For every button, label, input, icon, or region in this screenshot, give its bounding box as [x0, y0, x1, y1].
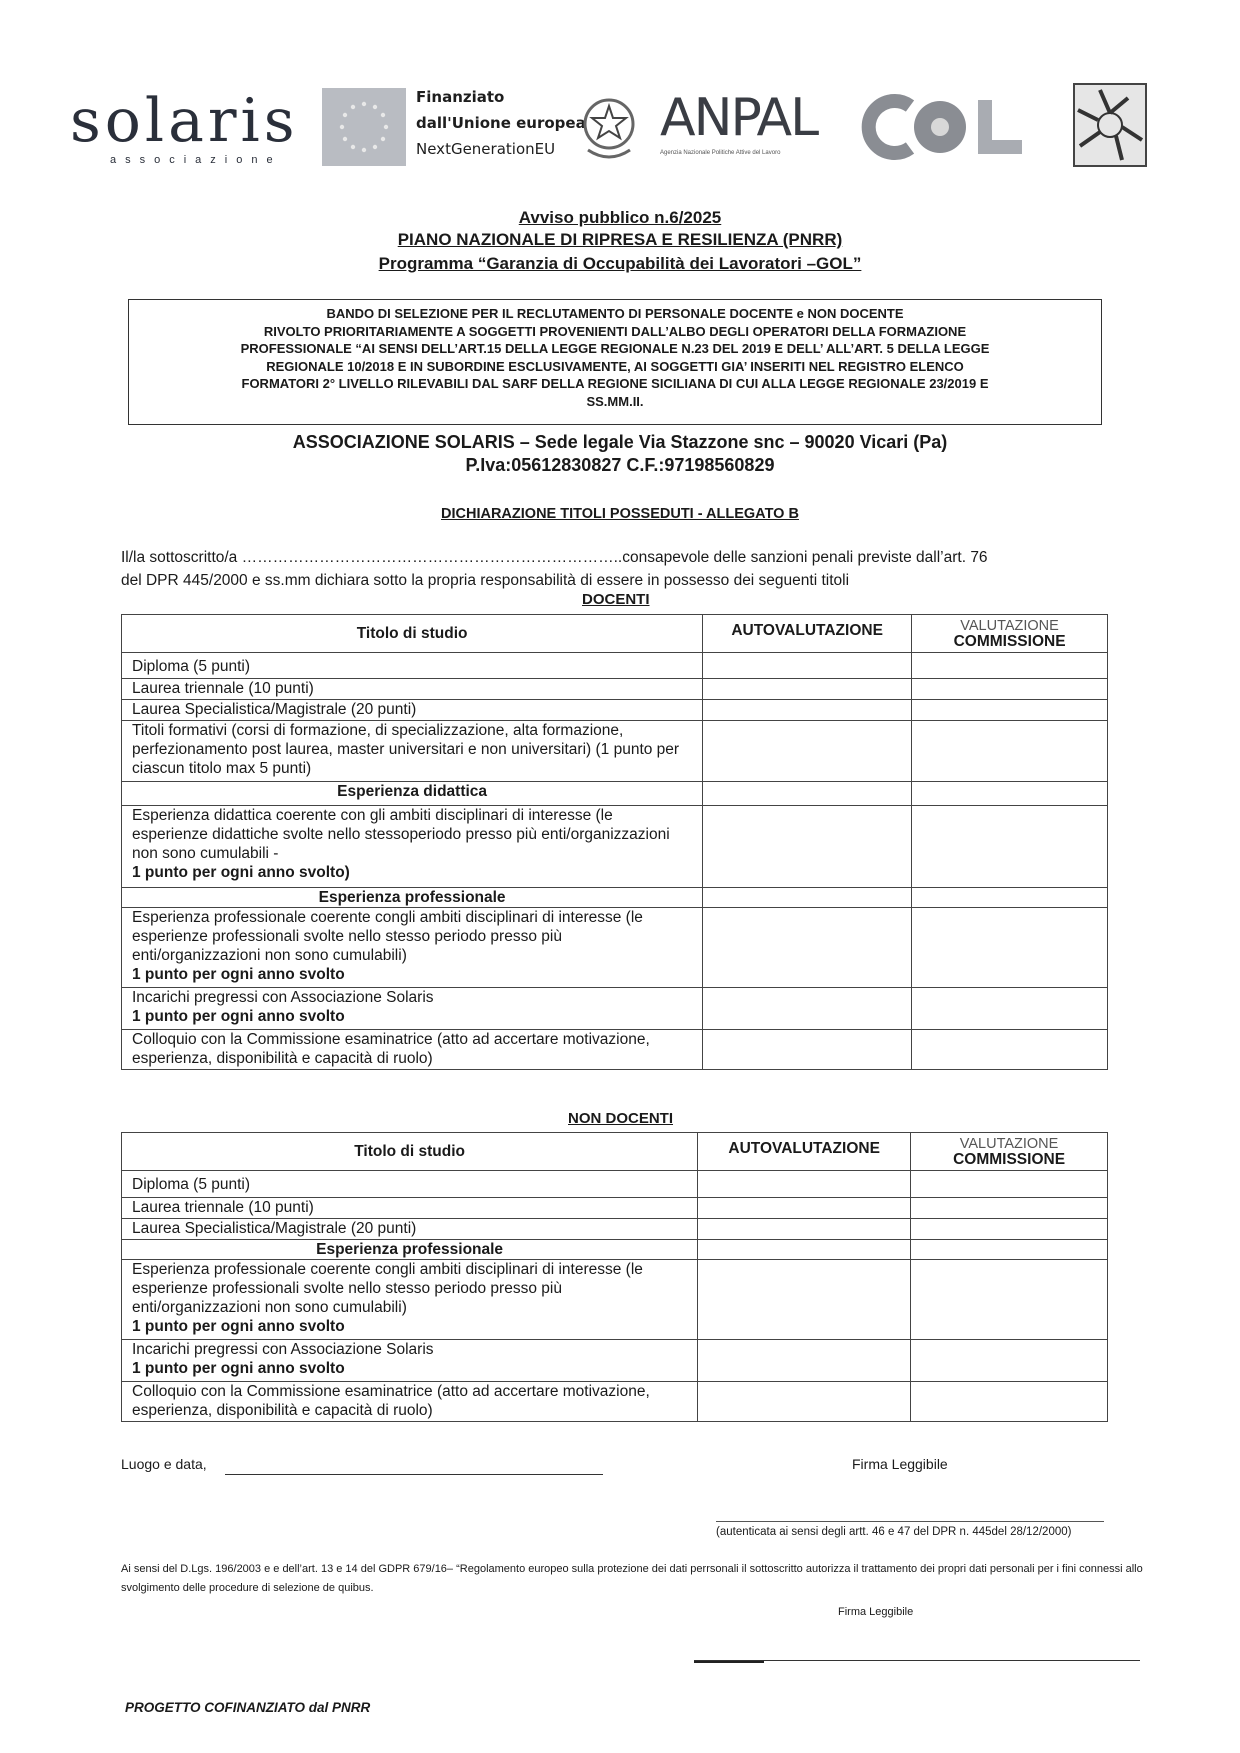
solaris-logo-word: solaris: [70, 86, 299, 156]
avviso-title: Avviso pubblico n.6/2025: [518, 208, 722, 227]
subheader-professionale: Esperienza professionale: [122, 888, 703, 908]
row-label-text: Incarichi pregressi con Associazione Solaris: [132, 1341, 434, 1358]
progetto-cofinanziato: PROGETTO COFINANZIATO dal PNRR: [125, 1700, 371, 1715]
docenti-table: [121, 614, 1108, 1070]
pnrr-title: PIANO NAZIONALE DI RIPRESA E RESILIENZA (PNRR): [397, 230, 843, 249]
association-address: ASSOCIAZIONE SOLARIS – Sede legale Via Stazzone snc – 90020 Vicari (Pa): [292, 432, 948, 452]
docenti-section-title: DOCENTI: [582, 591, 650, 608]
col-header-valutazione: [912, 615, 1108, 653]
table-row: [122, 653, 1108, 679]
table-row: [122, 1340, 1108, 1382]
table-header-row: [122, 1133, 1108, 1171]
col-header-titolo: Titolo di studio: [122, 1133, 698, 1171]
col-header-autovalutazione: AUTOVALUTAZIONE: [698, 1133, 911, 1171]
eu-line-2: dall'Unione europea: [416, 114, 586, 132]
table-row: [122, 1260, 1108, 1340]
row-label-points: 1 punto per ogni anno svolto): [132, 864, 350, 881]
commissione-cell: [912, 679, 1108, 700]
firma-leggibile-privacy-label: Firma Leggibile: [838, 1606, 914, 1618]
bando-line: REGIONALE 10/2018 E IN SUBORDINE ESCLUSIVAMENTE, AI SOGGETTI GIA’ INSERITI NEL REGISTRO ELENCO: [266, 358, 964, 374]
italian-republic-emblem-icon: [580, 90, 638, 166]
commissione-cell: [911, 1219, 1108, 1240]
logo-row: [60, 70, 1180, 180]
privacy-notice: Ai sensi del D.Lgs. 196/2003 e e dell’art. 13 e 14 del GDPR 679/16– “Regolamento europeo sulla protezione dei dati perrsonali il sottoscritto autorizza il trattamento dei propri dati personali per i fini connessi allo svolgimento delle procedure di selezione de quibus.: [121, 1563, 1143, 1594]
table-row: [122, 1198, 1108, 1219]
bando-line: PROFESSIONALE “AI SENSI DELL’ART.15 DELLA LEGGE REGIONALE N.23 DEL 2019 E DELL’ ALL’ART. 5 DELLA LEGGE: [240, 341, 990, 357]
empty-cell: [698, 1240, 911, 1260]
commissione-cell: [911, 1260, 1108, 1340]
non-docenti-section-title: NON DOCENTI: [568, 1110, 673, 1127]
col-header-valutazione-l1: VALUTAZIONE: [959, 1135, 1059, 1152]
table-row: [122, 1219, 1108, 1240]
autovalutazione-cell[interactable]: [703, 908, 912, 988]
intro-line-2: del DPR 445/2000 e ss.mm dichiara sotto la propria responsabilità di essere in possesso dei seguenti titoli: [121, 572, 850, 589]
autovalutazione-cell[interactable]: [698, 1171, 911, 1198]
dichiarazione-title: DICHIARAZIONE TITOLI POSSEDUTI - ALLEGATO B: [441, 506, 799, 522]
subheader-row: [122, 888, 1108, 908]
row-label-points: 1 punto per ogni anno svolto: [132, 1318, 345, 1335]
bando-line: BANDO DI SELEZIONE PER IL RECLUTAMENTO DI PERSONALE DOCENTE e NON DOCENTE: [326, 306, 904, 321]
autovalutazione-cell[interactable]: [703, 700, 912, 721]
empty-cell: [911, 1240, 1108, 1260]
commissione-cell: [912, 806, 1108, 888]
commissione-cell: [911, 1382, 1108, 1422]
bando-box: [128, 299, 1102, 425]
luogo-data-input-line[interactable]: [225, 1474, 603, 1475]
row-label: [122, 806, 703, 888]
row-label-points: 1 punto per ogni anno svolto: [132, 966, 345, 983]
row-label-points: 1 punto per ogni anno svolto: [132, 1008, 345, 1025]
commissione-cell: [912, 908, 1108, 988]
table-row: [122, 1030, 1108, 1070]
anpal-logo-word: ANPAL: [660, 88, 818, 148]
table-row: [122, 806, 1108, 888]
empty-cell: [703, 782, 912, 806]
signature-line[interactable]: [716, 1521, 1104, 1522]
empty-cell: [912, 888, 1108, 908]
row-label: [122, 908, 703, 988]
row-label: [122, 1340, 698, 1382]
bando-line: FORMATORI 2° LIVELLO RILEVABILI DAL SARF DELLA REGIONE SICILIANA DI CUI ALLA LEGGE REGIONALE 23/2019 E: [241, 376, 989, 392]
autovalutazione-cell[interactable]: [698, 1219, 911, 1240]
intro-paragraph: [121, 546, 1133, 592]
commissione-cell: [911, 1340, 1108, 1382]
table-row: [122, 721, 1108, 782]
commissione-cell: [912, 700, 1108, 721]
signature-line-mark: [694, 1661, 764, 1663]
table-row: [122, 679, 1108, 700]
row-label: [122, 1260, 698, 1340]
row-label-points: 1 punto per ogni anno svolto: [132, 1360, 345, 1377]
row-label-text: Esperienza professionale coerente congli ambiti disciplinari di interesse (le esperienze professionali svolte nello stesso periodo presso più enti/organizzazioni non sono cumulabili): [132, 1261, 643, 1316]
autovalutazione-cell[interactable]: [703, 721, 912, 782]
bando-line: RIVOLTO PRIORITARIAMENTE A SOGGETTI PROVENIENTI DALL’ALBO DEGLI OPERATORI DELLA FORMAZIONE: [263, 323, 967, 339]
programma-title: Programma “Garanzia di Occupabilità dei Lavoratori –GOL”: [378, 254, 862, 273]
row-label-text: Esperienza didattica coerente con gli ambiti disciplinari di interesse (le esperienze didattiche svolte nello stessoperiodo presso più enti/organizzazioni non sono cumulabili -: [132, 807, 670, 862]
col-header-titolo: Titolo di studio: [122, 615, 703, 653]
row-label-text: Incarichi pregressi con Associazione Solaris: [132, 989, 434, 1006]
autovalutazione-cell[interactable]: [698, 1340, 911, 1382]
autenticata-note: (autenticata ai sensi degli artt. 46 e 47 del DPR n. 445del 28/12/2000): [716, 1526, 1072, 1538]
commissione-cell: [911, 1171, 1108, 1198]
autovalutazione-cell[interactable]: [703, 988, 912, 1030]
gol-logo: [850, 92, 1040, 162]
autovalutazione-cell[interactable]: [703, 1030, 912, 1070]
row-label: Diploma (5 punti): [122, 1171, 698, 1198]
row-label: Laurea Specialistica/Magistrale (20 punti): [122, 1219, 698, 1240]
row-label: Laurea triennale (10 punti): [122, 679, 703, 700]
eu-line-3: NextGenerationEU: [416, 140, 556, 158]
row-label: Colloquio con la Commissione esaminatrice (atto ad accertare motivazione, esperienza, disponibilità e capacità di ruolo): [122, 1030, 703, 1070]
commissione-cell: [912, 721, 1108, 782]
table-row: [122, 1171, 1108, 1198]
col-header-valutazione-l1: VALUTAZIONE: [960, 617, 1059, 634]
subheader-didattica: Esperienza didattica: [122, 782, 703, 806]
table-row: [122, 988, 1108, 1030]
anpal-logo-subtitle: Agenzia Nazionale Politiche Attive del Lavoro: [660, 150, 781, 156]
autovalutazione-cell[interactable]: [703, 679, 912, 700]
commissione-cell: [912, 1030, 1108, 1070]
intro-line-1: Il/la sottoscritto/a ………………………………………………………………..consapevole delle sanzioni penali previste dall’art. 76: [121, 549, 988, 566]
solaris-logo-subtitle: associazione: [110, 154, 282, 166]
col-header-valutazione-l2: COMMISSIONE: [953, 632, 1066, 650]
solaris-logo: [70, 86, 300, 166]
luogo-data-label: Luogo e data,: [121, 1456, 207, 1472]
empty-cell: [912, 782, 1108, 806]
subheader-professionale: Esperienza professionale: [122, 1240, 698, 1260]
autovalutazione-cell[interactable]: [698, 1260, 911, 1340]
commissione-cell: [912, 653, 1108, 679]
row-label: Laurea Specialistica/Magistrale (20 punti): [122, 700, 703, 721]
subheader-row: [122, 1240, 1108, 1260]
col-header-valutazione-l2: COMMISSIONE: [953, 1150, 1066, 1168]
commissione-cell: [912, 988, 1108, 1030]
table-row: [122, 1382, 1108, 1422]
autovalutazione-cell[interactable]: [698, 1382, 911, 1422]
eu-flag-icon: [322, 88, 406, 166]
row-label: [122, 988, 703, 1030]
commissione-cell: [911, 1198, 1108, 1219]
row-label: Colloquio con la Commissione esaminatrice (atto ad accertare motivazione, esperienza, disponibilità e capacità di ruolo): [122, 1382, 698, 1422]
table-header-row: [122, 615, 1108, 653]
row-label: Titoli formativi (corsi di formazione, di specializzazione, alta formazione, perfezionamento post laurea, master universitari e non universitari) (1 punto per ciascun titolo max 5 punti): [122, 721, 703, 782]
col-header-autovalutazione: AUTOVALUTAZIONE: [703, 615, 912, 653]
table-row: [122, 908, 1108, 988]
bando-line: SS.MM.II.: [586, 393, 644, 409]
empty-cell: [703, 888, 912, 908]
sicily-region-emblem-icon: [1070, 80, 1150, 170]
eu-funding-text: [416, 84, 586, 162]
row-label: Laurea triennale (10 punti): [122, 1198, 698, 1219]
autovalutazione-cell[interactable]: [703, 653, 912, 679]
table-row: [122, 700, 1108, 721]
autovalutazione-cell[interactable]: [698, 1198, 911, 1219]
col-header-valutazione: [911, 1133, 1108, 1171]
eu-line-1: Finanziato: [416, 88, 505, 106]
association-tax-ids: P.Iva:05612830827 C.F.:97198560829: [465, 455, 775, 475]
firma-leggibile-label: Firma Leggibile: [852, 1456, 948, 1472]
row-label-text: Esperienza professionale coerente congli ambiti disciplinari di interesse (le esperienze professionali svolte nello stesso periodo presso più enti/organizzazioni non sono cumulabili): [132, 909, 643, 964]
non-docenti-table: [121, 1132, 1108, 1422]
subheader-row: [122, 782, 1108, 806]
row-label: Diploma (5 punti): [122, 653, 703, 679]
autovalutazione-cell[interactable]: [703, 806, 912, 888]
anpal-logo: [660, 88, 830, 168]
